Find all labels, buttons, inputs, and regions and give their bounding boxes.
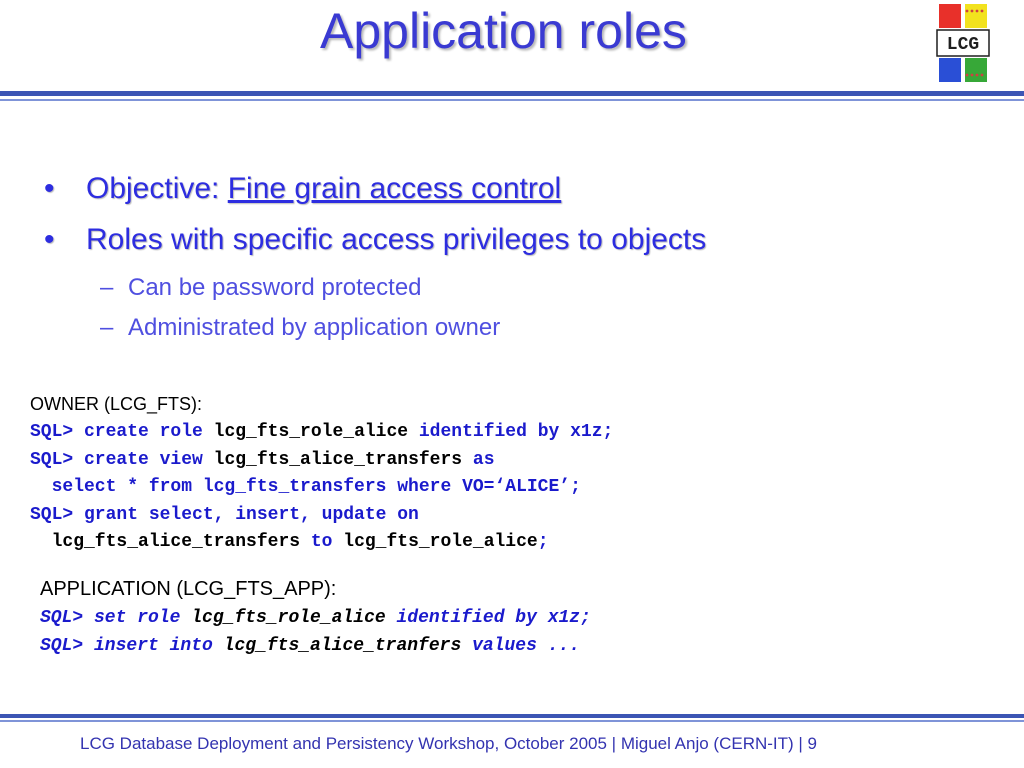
subbullet-text: Administrated by application owner [128,314,501,341]
sql-identifier: lcg_fts_role_alice [191,608,386,628]
footer-rule [0,714,1024,718]
objective-prefix: Objective: [86,172,228,205]
objective-link[interactable]: Fine grain access control [227,172,562,205]
sql-keyword: ; [537,532,549,552]
owner-sql-block [30,419,613,557]
sql-keyword: SQL> insert into [40,635,224,656]
sql-line [30,447,613,475]
sql-identifier: lcg_fts_role_alice [213,422,409,442]
title-rule-thin [0,99,1024,101]
sql-identifier: lcg_fts_alice_tranfers [223,635,462,656]
svg-text:LCG: LCG [946,35,980,55]
sql-line [40,633,591,661]
sql-keyword: SQL> set role [40,608,192,628]
lcg-logo [935,2,991,84]
sql-keyword: identified by x1z; [385,608,591,628]
sql-keyword: as [462,449,495,470]
title-rule [0,91,1024,96]
sql-line [30,529,613,557]
application-sql-block [40,605,591,660]
sql-identifier: lcg_fts_role_alice [343,532,538,552]
slide-title: Application roles [320,3,687,59]
sql-line [30,419,613,447]
sql-line [30,502,613,530]
sql-keyword: select * from lcg_fts_transfers where VO=‘ALICE’; [30,477,581,497]
sql-keyword: values ... [461,635,581,656]
sql-identifier: lcg_fts_alice_transfers [30,532,301,552]
subbullet-text: Can be password protected [128,274,422,301]
sql-identifier: lcg_fts_alice_transfers [213,449,463,470]
sql-keyword: SQL> create role [30,422,214,442]
sql-keyword: SQL> grant select, insert, update on [30,504,419,525]
footer-text: LCG Database Deployment and Persistency Workshop, October 2005 | Miguel Anjo (CERN-IT) | 9 [80,734,818,753]
application-header: APPLICATION (LCG_FTS_APP): [40,578,337,600]
sql-line [40,605,591,633]
sql-keyword: identified by x1z; [408,422,614,442]
roles-text: Roles with specific access privileges to objects [86,223,707,256]
sql-keyword: SQL> create view [30,449,214,470]
footer-rule-thin [0,720,1024,722]
sql-line [30,474,613,502]
sql-keyword: to [300,532,344,552]
owner-header: OWNER (LCG_FTS): [30,394,203,414]
